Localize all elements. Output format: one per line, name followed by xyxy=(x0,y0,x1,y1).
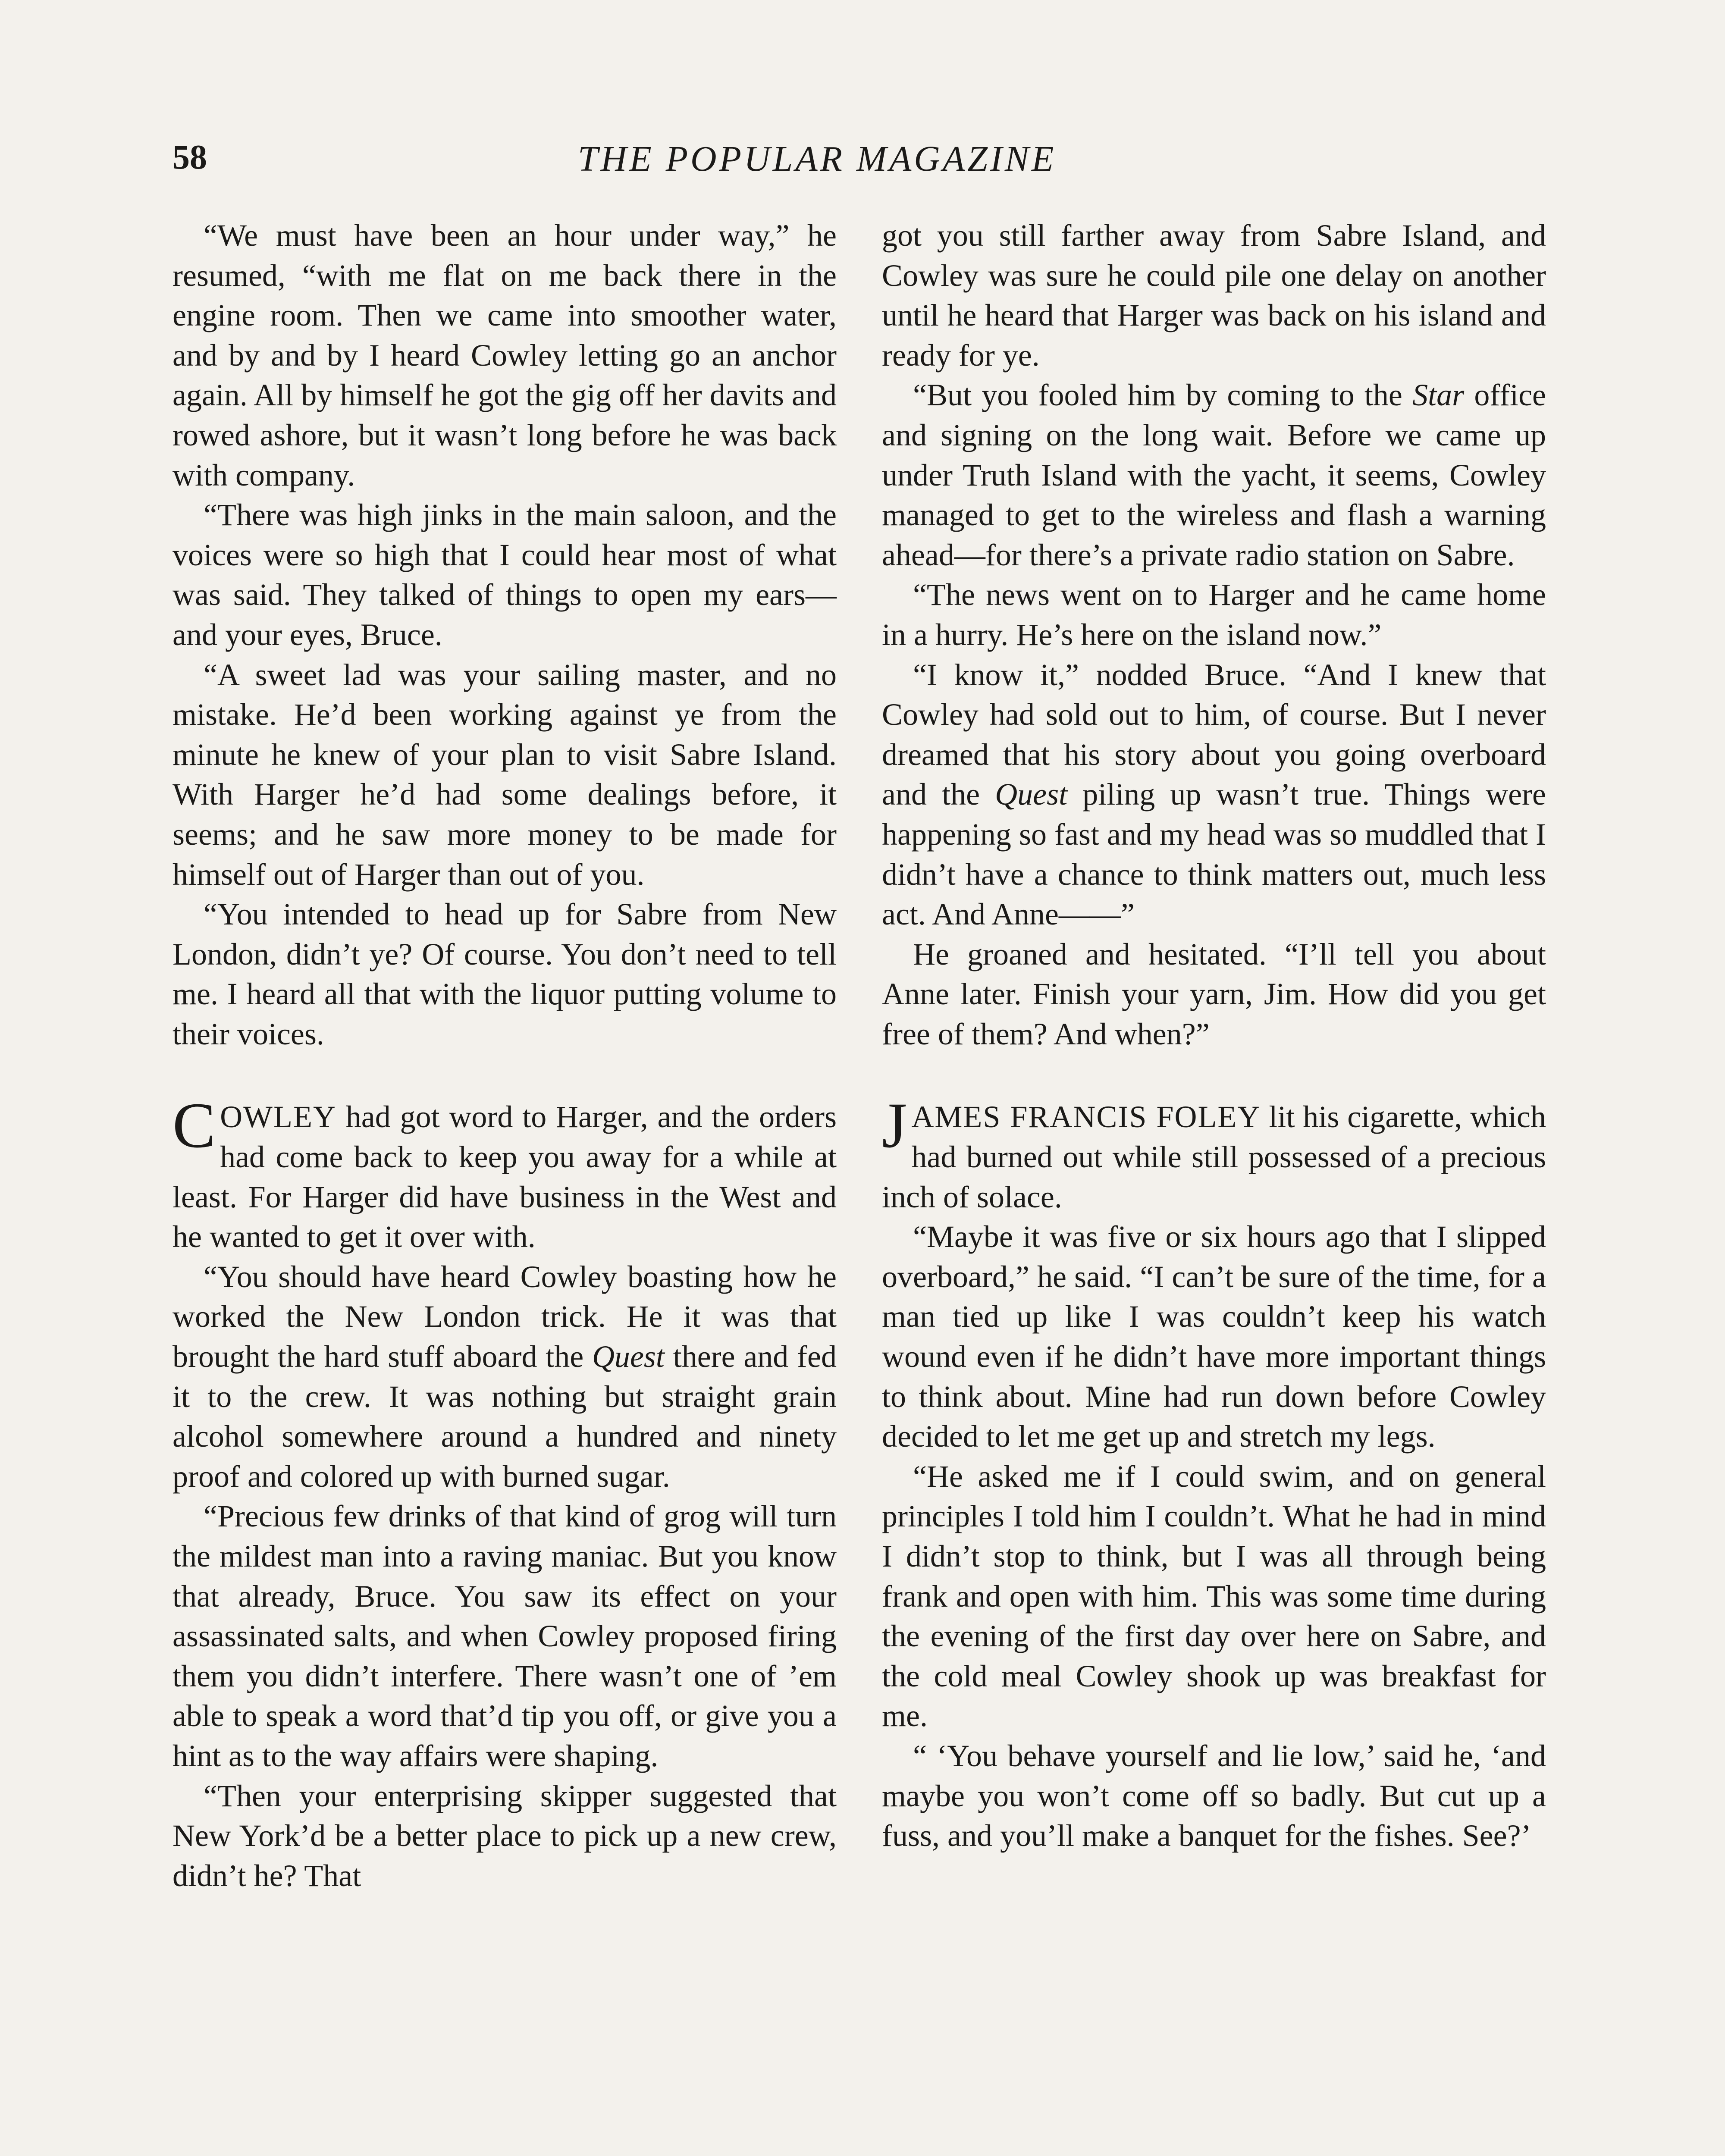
drop-cap: J xyxy=(882,1090,907,1162)
page-number: 58 xyxy=(172,138,207,176)
left-column xyxy=(172,216,837,1896)
running-head: THE POPULAR MAGAZINE xyxy=(578,139,1057,179)
italic-title: Star xyxy=(1412,378,1465,413)
paragraph: “A sweet lad was your sailing master, and no mistake. He’d been working against ye from the minute he knew of your plan to visit Sabre Island. With Harger he’d had some dealings before, it seems; and he saw more money to be made for himself out of Harger than out of you. xyxy=(172,657,837,892)
paragraph-text: office and signing on the long wait. Before we came up under Truth Island with the yacht, it seems, Cowley managed to get to the wireless and flash a warning ahead—for there’s a private radio station on Sabre. xyxy=(882,378,1546,572)
paragraph: “You intended to head up for Sabre from New London, didn’t ye? Of course. You don’t need to tell me. I heard all that with the liquor putting volume to their voices. xyxy=(172,897,837,1051)
paragraph-text: lit his cigarette, which had burned out while still possessed of a precious inch of solace. xyxy=(882,1100,1546,1214)
paragraph: “Precious few drinks of that kind of grog will turn the mildest man into a raving maniac. But you know that already, Bruce. You saw its effect on your assassinated salts, and when Cowley proposed firing them you didn’t interfere. There wasn’t one of ’em able to speak a word that’d tip you off, or give you a hint as to the way affairs were shaping. xyxy=(172,1499,837,1773)
paragraph: “There was high jinks in the main saloon, and the voices were so high that I could hear most of what was said. They talked of things to open my ears—and your eyes, Bruce. xyxy=(172,498,837,652)
paragraph-text: had got word to Harger, and the orders had come back to keep you away for a while at least. For Harger did have business in the West and he wanted to get it over with. xyxy=(172,1100,837,1254)
italic-title: Quest xyxy=(995,777,1068,812)
paragraph: “He asked me if I could swim, and on general principles I told him I couldn’t. What he had in mind I didn’t stop to think, but I was all through being frank and open with him. This was some time during the evening of the first day over here on Sabre, and the cold meal Cowley shook up was breakfast for me. xyxy=(882,1459,1546,1733)
paragraph-text: “But you fooled him by coming to the xyxy=(913,378,1413,413)
paragraph: “Then your enterprising skipper suggested that New York’d be a better place to pick up a new crew, didn’t he? That xyxy=(172,1778,837,1893)
lead-caps: OWLEY xyxy=(220,1100,336,1134)
paragraph-text: “I know it,” nodded Bruce. “And I knew that Cowley had sold out to him, of course. But I never dreamed that his story about you going overboard and the xyxy=(882,657,1546,812)
section-lead-paragraph xyxy=(172,1090,837,1257)
paragraph: “Maybe it was five or six hours ago that I slipped overboard,” he said. “I can’t be sure of the time, for a man tied up like I was couldn’t keep his watch wound even if he didn’t have more important things to think about. Mine had run down before Cowley decided to let me get up and stretch my legs. xyxy=(882,1219,1546,1454)
paragraph: He groaned and hesitated. “I’ll tell you about Anne later. Finish your yarn, Jim. How did you get free of them? And when?” xyxy=(882,937,1546,1051)
paragraph-text: there and fed it to the crew. It was nothing but straight grain alcohol somewhere around a hundred and ninety proof and colored up with burned sugar. xyxy=(172,1339,837,1494)
paragraph xyxy=(172,1257,837,1497)
paragraph-text: “You should have heard Cowley boasting how he worked the New London trick. He it was that brought the hard stuff aboard the xyxy=(172,1259,837,1374)
lead-caps: AMES FRANCIS FOLEY xyxy=(911,1100,1261,1134)
paragraph: got you still farther away from Sabre Island, and Cowley was sure he could pile one delay on another until he heard that Harger was back on his island and ready for ye. xyxy=(882,218,1546,373)
paragraph xyxy=(882,375,1546,575)
paragraph xyxy=(882,655,1546,934)
italic-title: Quest xyxy=(592,1339,665,1374)
paragraph: “ ‘You behave yourself and lie low,’ said he, ‘and maybe you won’t come off so badly. But cut up a fuss, and you’ll make a banquet for the fishes. See?’ xyxy=(882,1738,1546,1853)
paragraph: “The news went on to Harger and he came home in a hurry. He’s here on the island now.” xyxy=(882,577,1546,652)
drop-cap: C xyxy=(172,1090,216,1162)
right-column xyxy=(882,216,1546,1856)
paragraph-text: piling up wasn’t true. Things were happening so fast and my head was so muddled that I didn’t have a chance to think matters out, much less act. And Anne——” xyxy=(882,777,1546,932)
section-lead-paragraph xyxy=(882,1090,1546,1217)
paragraph: “We must have been an hour under way,” he resumed, “with me flat on me back there in the engine room. Then we came into smoother water, and by and by I heard Cowley letting go an anchor again. All by himself he got the gig off her davits and rowed ashore, but it wasn’t long before he was back with company. xyxy=(172,218,837,492)
